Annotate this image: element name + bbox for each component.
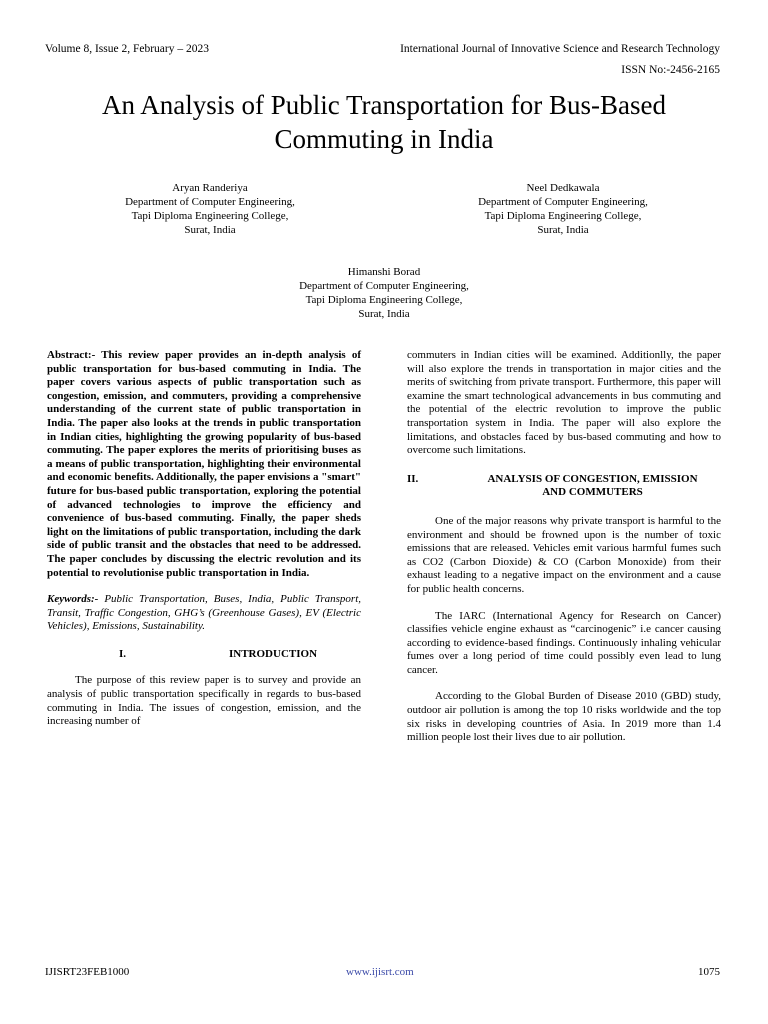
author-block-1 <box>95 181 325 237</box>
keywords-text: Public Transportation, Buses, India, Public Transport, Transit, Traffic Congestion, GHG’s (Greenhouse Gases), EV (Electric Vehicles), Emissions, Sustainability. <box>47 593 362 633</box>
footer-website-link[interactable]: www.ijisrt.com <box>346 966 414 978</box>
abstract-text: This review paper provides an in-depth analysis of public transportation for bus-based commuting in India. The paper covers various aspects of public transportation such as congestion, emission, and commuters, providing a comprehensive understanding of the current state of public transportation in India. The paper also looks at the trends in public transportation in Indian cities, highlighting the growing popularity of bus-based commuting. The paper explores the merits of prioritising buses as a means of public transportation, highlighting their environmental and economic benefits. Additionally, the paper envisions a "smart" future for bus-based public transportation, exploring the potential of advanced technologies to improve the efficiency and convenience of bus-based commuting. Finally, the paper sheds light on the limitations of public transportation, including the dark side of public transit and the obstacles that need to be addressed. The paper concludes by discussing the electric revolution and its potential to revolutionise public transportation in India. <box>47 349 361 579</box>
author-college: Tapi Diploma Engineering College, <box>484 210 642 222</box>
section-title-line1: ANALYSIS OF CONGESTION, EMISSION <box>487 472 698 485</box>
paper-title-line2: Commuting in India <box>274 124 494 154</box>
author-city: Surat, India <box>358 308 410 320</box>
footer-paper-id: IJISRT23FEB1000 <box>45 966 130 978</box>
journal-name: International Journal of Innovative Science and Research Technology <box>400 43 720 55</box>
keywords-label: Keywords:- <box>47 593 99 606</box>
author-name: Aryan Randeriya <box>172 182 248 194</box>
section-title-line2: AND COMMUTERS <box>542 486 643 499</box>
author-department: Department of Computer Engineering, <box>478 196 648 208</box>
paper-title <box>30 88 738 156</box>
author-block-3 <box>269 265 499 321</box>
abstract <box>47 349 361 580</box>
author-department: Department of Computer Engineering, <box>299 280 469 292</box>
journal-issn: ISSN No:-2456-2165 <box>621 64 720 76</box>
left-column <box>47 349 361 729</box>
author-name: Himanshi Borad <box>347 266 421 278</box>
paper-title-line1: An Analysis of Public Transportation for Bus-Based <box>102 90 666 120</box>
author-city: Surat, India <box>537 224 589 236</box>
author-college: Tapi Diploma Engineering College, <box>131 210 289 222</box>
section-heading-introduction <box>47 648 361 662</box>
footer-page-number: 1075 <box>698 966 720 978</box>
intro-paragraph-continued: commuters in Indian cities will be examined. Additionlly, the paper will also explore the trends in transportation in major cities and the merits of switching from private transport. Furthermore, this paper will examine the smart technological advancements in bus commuting and the potential of the electric revolution to improve the public transportation system in India. The paper will also explore the limitations, and obstacles faced by bus-based commuting and how to overcome such limitations. <box>407 349 721 457</box>
journal-volume: Volume 8, Issue 2, February – 2023 <box>45 43 209 55</box>
keywords <box>47 593 361 634</box>
author-name: Neel Dedkawala <box>526 182 600 194</box>
right-column <box>407 349 721 745</box>
paragraph-gbd: According to the Global Burden of Disease 2010 (GBD) study, outdoor air pollution is among the top 10 risks worldwide and the top six risks in developing countries of Asia. In 2019 more than 1.4 million people lost their lives due to air pollution. <box>407 690 721 744</box>
intro-paragraph: The purpose of this review paper is to survey and provide an analysis of public transportation specifically in regards to bus-based commuting in India. The issues of congestion, emission, and the increasing number of <box>47 674 361 728</box>
section-number: I. <box>119 647 127 660</box>
author-city: Surat, India <box>184 224 236 236</box>
author-block-2 <box>448 181 678 237</box>
author-college: Tapi Diploma Engineering College, <box>305 294 463 306</box>
section-number: II. <box>407 472 419 485</box>
section-heading-congestion <box>407 473 721 500</box>
abstract-label: Abstract:- <box>47 349 96 361</box>
paragraph-iarc: The IARC (International Agency for Research on Cancer) classifies vehicle engine exhaust as “carcinogenic” i.e cancer causing according to evidence-based findings. Continuously inhaling vehicular fumes over a long period of time could possibly even lead to lung cancer. <box>407 609 721 676</box>
paragraph-emissions: One of the major reasons why private transport is harmful to the environment and should be frowned upon is the number of toxic emissions that are released. Vehicles emit various harmful fumes such as CO2 (Carbon Dioxide) & CO (Carbon Monoxide) from their exhaust leading to a negative impact on the environment and a cause for public health concerns. <box>407 514 721 595</box>
author-department: Department of Computer Engineering, <box>125 196 295 208</box>
section-title: INTRODUCTION <box>229 647 318 660</box>
